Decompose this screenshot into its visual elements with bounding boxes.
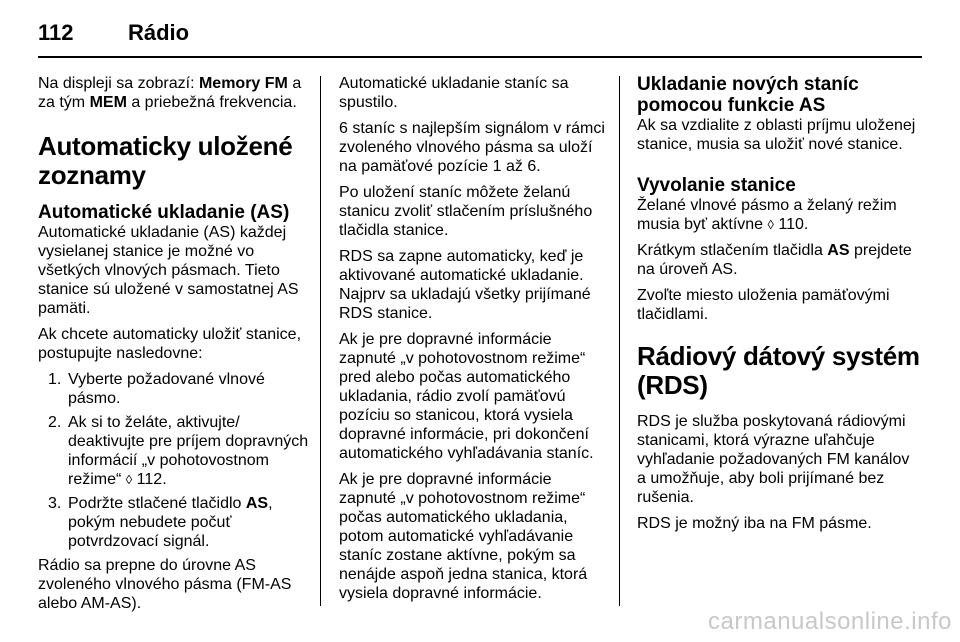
column-divider-1 [320, 76, 321, 606]
button-name-as: AS [827, 242, 850, 259]
page-header [38, 14, 922, 54]
watermark: carmanualsonline.info [708, 608, 952, 635]
paragraph: Želané vlnové pásmo a želaný režim musia byť aktívne ◊ 110. [637, 197, 897, 233]
heading-auto-lists: Automaticky uložené zoznamy [38, 131, 293, 190]
paragraph: Ak chcete automaticky uložiť stanice, postupujte nasledovne: [38, 326, 302, 362]
display-text-mem: MEM [89, 94, 127, 111]
paragraph: 6 staníc s najlepším signálom v rámci zvoleného vlnového pásma sa uloží na pamäťové pozície 1 až 6. [339, 120, 605, 175]
list-item: 1. Vyberte požadované vlnové pásmo. [48, 371, 265, 407]
paragraph: RDS sa zapne automaticky, keď je aktivované automatické ukladanie. Najprv sa ukladajú všetky prijímané RDS stanice. [339, 248, 591, 322]
page-reference-icon: ◊ [125, 472, 133, 487]
paragraph: Zvoľte miesto uloženia pamäťovými tlačidlami. [637, 287, 890, 323]
heading-store-new: Ukladanie nových staníc pomocou funkcie AS [637, 74, 859, 116]
list-item: 2. Ak si to želáte, aktivujte/ deaktivujte pre príjem dopravných informácií „v pohotovostnom režime“ ◊ 112. [48, 414, 309, 488]
section-title: Rádio [128, 20, 190, 45]
heading-auto-store: Automatické ukladanie (AS) [38, 202, 290, 223]
display-text-memory-fm: Memory FM [198, 75, 288, 92]
column-2 [339, 74, 611, 610]
paragraph: Ak je pre dopravné informácie zapnuté „v pohotovostnom režime“ pred alebo počas automatického ukladania, rádio zvolí pamäťovú pozíciu so stanicou, ktorá vysiela dopravné informácie, pri dokončení automatického vyhľadávania staníc. [339, 331, 594, 462]
paragraph: Ak je pre dopravné informácie zapnuté „v pohotovostnom režime“ počas automatického ukladania, potom automatické vyhľadávanie staníc zostane aktívne, pokým sa nenájde aspoň jedna stanica, ktorá vysiela dopravné informácie. [339, 471, 588, 602]
paragraph: Automatické ukladanie (AS) každej vysielanej stanice je možné vo všetkých vlnových pásmach. Tieto stanice sú uložené v samostatnej AS pamäti. [38, 224, 299, 317]
paragraph: Automatické ukladanie staníc sa spustilo. [339, 75, 569, 111]
paragraph: Po uložení staníc môžete želanú stanicu zvoliť stlačením príslušného tlačidla stanice. [339, 184, 593, 239]
page-reference-icon: ◊ [767, 217, 774, 232]
paragraph: RDS je možný iba na FM pásme. [637, 515, 872, 532]
paragraph: RDS je služba poskytovaná rádiovými stanicami, ktorá výrazne uľahčuje vyhľadanie požadovaných FM kanálov a umožňuje, aby boli prijímané bez rušenia. [637, 413, 910, 506]
header-rule [38, 56, 922, 58]
button-name-as: AS [245, 495, 269, 512]
heading-recall-station: Vyvolanie stanice [637, 175, 796, 196]
list-item: 3. Podržte stlačené tlačidlo AS, pokým nebudete počuť potvrdzovací signál. [48, 495, 273, 550]
steps-list [38, 370, 310, 551]
column-divider-2 [619, 76, 620, 606]
intro-paragraph: Na displeji sa zobrazí: Memory FM a za tým MEM a priebežná frekvencia. [38, 75, 302, 111]
heading-rds: Rádiový dátový systém (RDS) [637, 341, 920, 400]
column-3 [637, 74, 922, 540]
column-1 [38, 74, 310, 620]
page-number: 112 [38, 20, 74, 45]
paragraph: Krátkym stlačením tlačidla AS prejdete na úroveň AS. [637, 242, 912, 278]
paragraph: Rádio sa prepne do úrovne AS zvoleného vlnového pásma (FM-AS alebo AM-AS). [38, 557, 292, 612]
paragraph: Ak sa vzdialite z oblasti príjmu uloženej stanice, musia sa uložiť nové stanice. [637, 117, 916, 153]
